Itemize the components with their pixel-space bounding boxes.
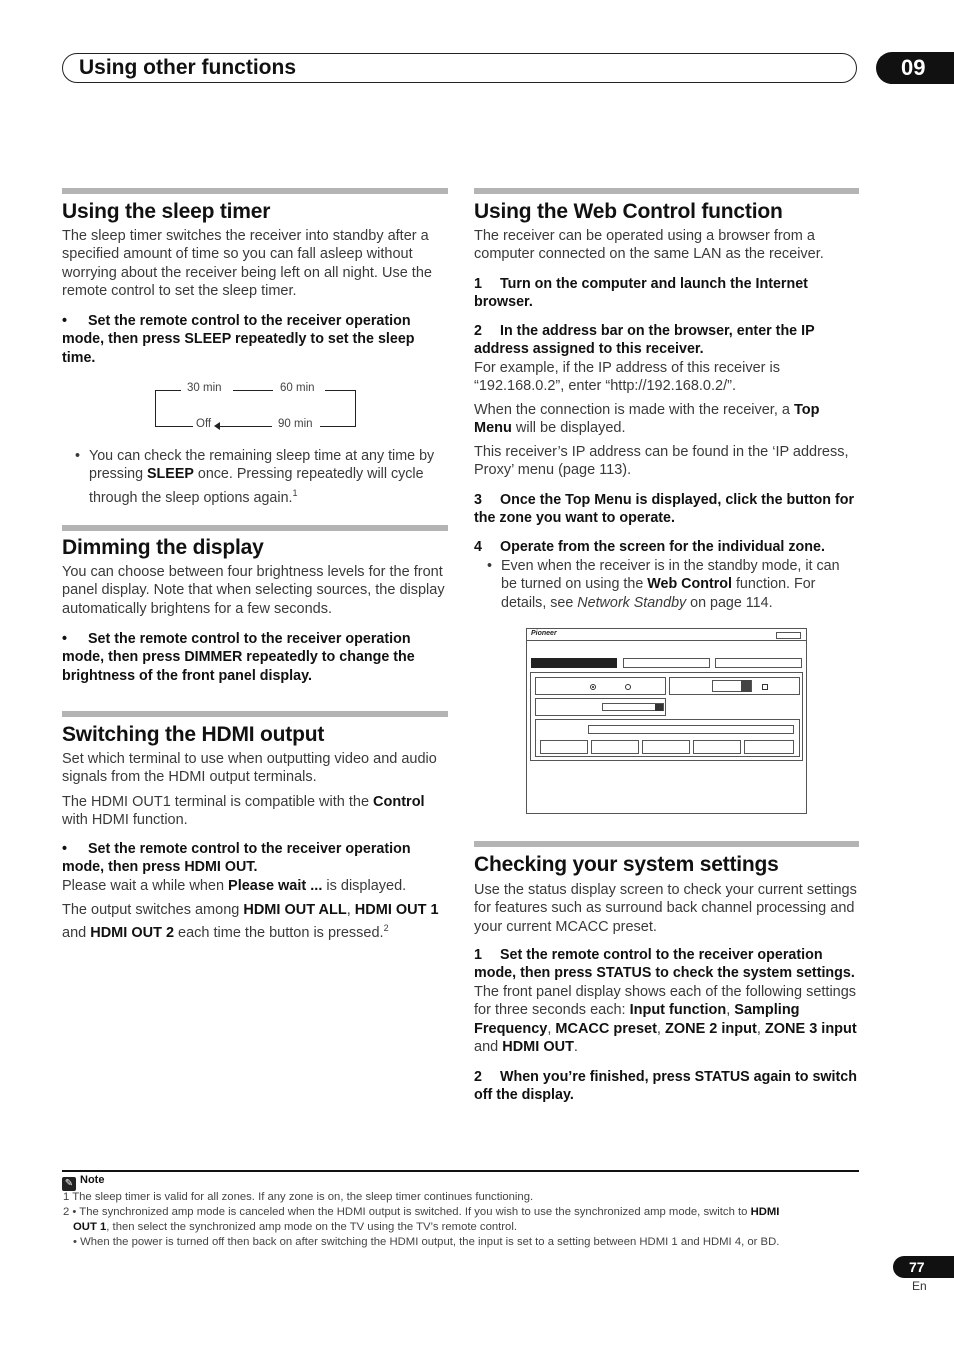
note-3: • When the power is turned off then back on after switching the HDMI output, the input is set to a setting between HDMI 1 and HDMI 4, or BD. xyxy=(73,1236,780,1248)
zone-tab xyxy=(715,658,802,668)
web-step-1: 1 Turn on the computer and launch the Internet browser. xyxy=(474,276,808,311)
zone-tab-active xyxy=(531,658,617,668)
chapter-title: Using other functions xyxy=(79,56,296,79)
status-title: Checking your system settings xyxy=(474,853,779,876)
preset-panel xyxy=(535,719,800,757)
web-step-2: 2 In the address bar on the browser, enter the IP address assigned to this receiver. xyxy=(474,323,815,358)
zone-panel xyxy=(530,672,803,761)
web-step-3: 3 Once the Top Menu is displayed, click the button for the zone you want to operate. xyxy=(474,492,855,527)
sleep-intro: The sleep timer switches the receiver into standby after a specified amount of time so you can fall asleep without worrying about the receiver being left on all night. Use the remote control to set the sleep timer. xyxy=(62,228,432,300)
status-intro: Use the status display screen to check your current settings for features such as surround back channel processing and your current MCACC preset. xyxy=(474,882,857,935)
status-settings-list: The front panel display shows each of the following settings for three seconds each: Input function, Sampling Frequency, MCACC preset, ZONE 2 input, ZONE 3 input and HDMI OUT. xyxy=(474,984,857,1056)
note-divider xyxy=(62,1170,859,1172)
web-step-4: 4 Operate from the screen for the individual zone. xyxy=(474,539,825,555)
section-divider xyxy=(62,188,448,194)
web-ip-example: For example, if the IP address of this receiver is “192.168.0.2”, enter “http://192.168.0.2/”. xyxy=(474,360,780,395)
volume-control xyxy=(669,677,800,695)
sleep-tip: • You can check the remaining sleep time at any time by pressing SLEEP once. Pressing repeatedly will cycle through the sleep options again.$^1$ xyxy=(75,448,435,506)
web-connection-note: When the connection is made with the receiver, a Top Menu will be displayed. xyxy=(474,402,820,437)
screen-close-button xyxy=(776,632,801,639)
dimmer-title: Dimming the display xyxy=(62,536,264,559)
chapter-header xyxy=(62,53,857,83)
input-select xyxy=(535,698,666,716)
page-language: En xyxy=(912,1279,927,1293)
dimmer-step: • Set the remote control to the receiver operation mode, then press DIMMER repeatedly to change the brightness of the front panel display. xyxy=(62,631,415,684)
chapter-number-tab: 09 xyxy=(876,52,954,84)
status-step-2: 2 When you’re finished, press STATUS again to switch off the display. xyxy=(474,1069,857,1104)
sleep-30min-label: 30 min xyxy=(187,382,222,394)
hdmi-wait: Please wait a while when Please wait ... is displayed. xyxy=(62,878,407,894)
hdmi-title: Switching the HDMI output xyxy=(62,723,325,746)
pioneer-logo: Pioneer xyxy=(531,630,557,637)
note-1: 1 The sleep timer is valid for all zones. If any zone is on, the sleep timer continues functioning. xyxy=(63,1191,534,1203)
zone-tab xyxy=(623,658,710,668)
power-control xyxy=(535,677,666,695)
note-heading: ✎ Note xyxy=(62,1174,104,1191)
sleep-off-label: Off xyxy=(196,418,212,430)
sleep-90min-label: 90 min xyxy=(278,418,313,430)
hdmi-control-note: The HDMI OUT1 terminal is compatible with the Control with HDMI function. xyxy=(62,794,425,829)
web-intro: The receiver can be operated using a browser from a computer connected on the same LAN as the receiver. xyxy=(474,228,824,263)
web-control-screen xyxy=(526,628,807,814)
hdmi-output-cycle: The output switches among HDMI OUT ALL, HDMI OUT 1 and HDMI OUT 2 each time the button is pressed.$^2$ xyxy=(62,902,439,942)
status-step-1: 1 Set the remote control to the receiver operation mode, then press STATUS to check the system settings. xyxy=(474,947,855,982)
web-standby-tip: • Even when the receiver is in the standby mode, it can be turned on using the Web Control function. For details, see Network Standby on page 114. xyxy=(487,558,840,611)
web-ip-info: This receiver’s IP address can be found in the ‘IP address, Proxy’ menu (page 113). xyxy=(474,444,849,479)
section-divider xyxy=(474,841,859,847)
web-title: Using the Web Control function xyxy=(474,200,783,223)
page-number: 77 xyxy=(893,1256,954,1278)
sleep-title: Using the sleep timer xyxy=(62,200,271,223)
sleep-60min-label: 60 min xyxy=(280,382,315,394)
hdmi-intro: Set which terminal to use when outputting video and audio signals from the HDMI output terminals. xyxy=(62,751,437,786)
note-icon: ✎ xyxy=(62,1177,76,1191)
hdmi-step: • Set the remote control to the receiver operation mode, then press HDMI OUT. xyxy=(62,841,411,876)
section-divider xyxy=(62,525,448,531)
sleep-step: • Set the remote control to the receiver operation mode, then press SLEEP repeatedly to set the sleep time. xyxy=(62,313,415,366)
section-divider xyxy=(474,188,859,194)
note-2: 2 • The synchronized amp mode is canceled when the HDMI output is switched. If you wish to use the synchronized amp mode, switch to HDMI xyxy=(63,1206,780,1218)
section-divider xyxy=(62,711,448,717)
dimmer-intro: You can choose between four brightness levels for the front panel display. Note that when selecting sources, the display automatically brightens for a few seconds. xyxy=(62,564,445,617)
note-2-continued: OUT 1, then select the synchronized amp mode on the TV using the TV’s remote control. xyxy=(73,1221,517,1233)
